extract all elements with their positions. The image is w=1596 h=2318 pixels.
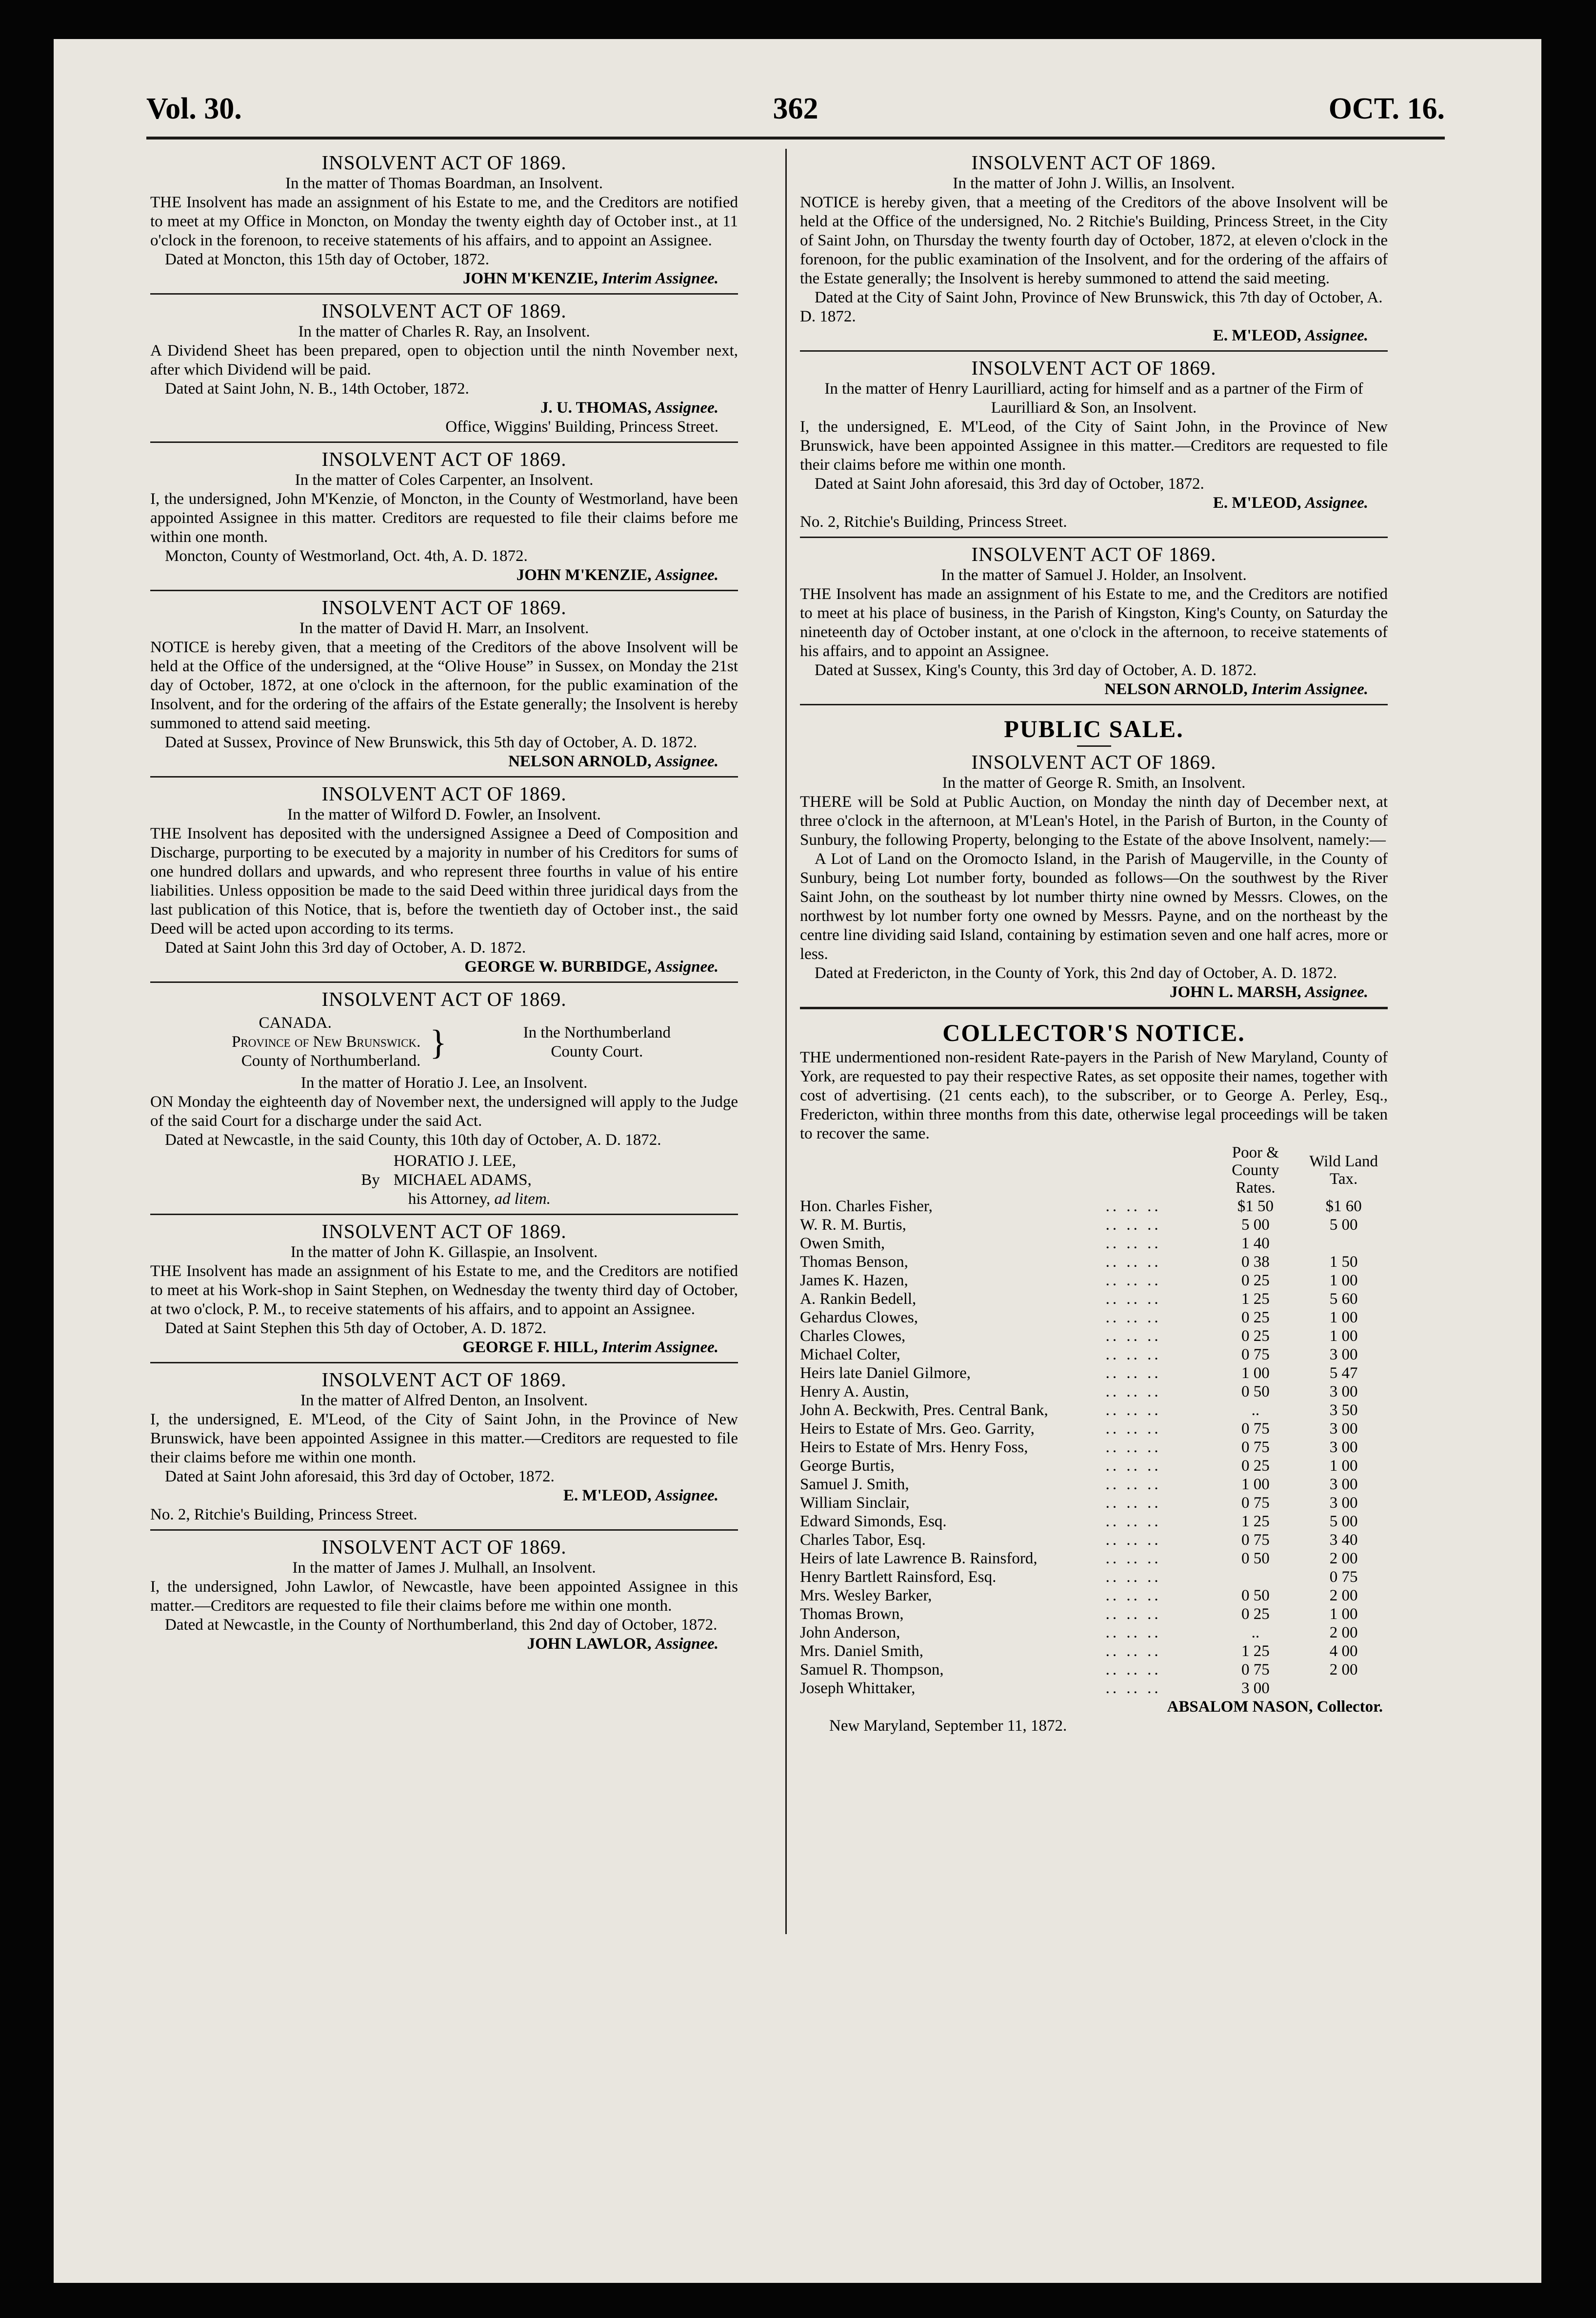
wild-land-tax: 3 00 [1329,1420,1358,1438]
ratepayer-name: Heirs of late Lawrence B. Rainsford, [800,1550,1037,1567]
table-row [800,1382,1388,1401]
table-row [800,1216,1388,1234]
wild-land-tax: 3 00 [1329,1439,1358,1456]
poor-county-rate: 1 00 [1241,1476,1270,1493]
collector-heading: COLLECTOR'S NOTICE. [942,1019,1245,1046]
ratepayer-name: Joseph Whittaker, [800,1679,916,1697]
leader-dots: .. .. .. [1105,1327,1161,1345]
notice-subtitle: In the matter of David H. Marr, an Insolvent. [299,619,589,637]
notice-fowler [150,778,738,983]
poor-county-rate: 0 75 [1241,1439,1270,1456]
leader-dots: .. .. .. [1105,1587,1161,1604]
notice-address: No. 2, Ritchie's Building, Princess Street. [150,1506,418,1523]
wild-land-tax: 2 00 [1329,1550,1358,1567]
notice-body: A Dividend Sheet has been prepared, open to objection until the ninth November next, after which Dividend will be paid. [150,342,738,379]
ratepayer-name: W. R. M. Burtis, [800,1216,906,1234]
notice-title: INSOLVENT ACT OF 1869. [971,151,1217,174]
notice-body: THERE will be Sold at Public Auction, on Monday the ninth day of December next, at three o'clock in the afternoon, at M'Lean's Hotel, in the Parish of Burton, in the County of Sunbury, the following Property, belonging to the Estate of the above Insolvent, namely:— [800,793,1388,849]
page-header [146,92,1445,155]
notice-title: INSOLVENT ACT OF 1869. [321,988,567,1010]
poor-county-rate: 1 25 [1241,1513,1270,1530]
notice-dated: Dated at the City of Saint John, Province of New Brunswick, this 7th day of October, A. D. 1872. [800,289,1383,325]
notice-signature: JOHN L. MARSH, Assignee. [1169,983,1368,1001]
notice-body: I, the undersigned, E. M'Leod, of the City of Saint John, in the Province of New Brunswick, have been appointed Assignee in this matter.—Creditors are requested to file their claims before me within one month. [800,418,1388,474]
ratepayer-name: Samuel J. Smith, [800,1476,909,1493]
notice-title: INSOLVENT ACT OF 1869. [971,357,1217,379]
notice-subtitle: In the matter of James J. Mulhall, an Insolvent. [292,1559,596,1577]
attorney-signature [150,1152,738,1209]
leader-dots: .. .. .. [1105,1290,1161,1308]
wild-land-tax: 3 40 [1329,1531,1358,1549]
table-row [800,1401,1388,1419]
short-rule [1077,745,1111,747]
notice-address: No. 2, Ritchie's Building, Princess Street. [800,513,1067,531]
poor-county-rate: 0 25 [1241,1272,1270,1289]
notice-signature: E. M'LEOD, Assignee. [1213,494,1368,512]
notice-dated: Dated at Fredericton, in the County of York, this 2nd day of October, A. D. 1872. [815,964,1337,982]
leader-dots: .. .. .. [1105,1661,1161,1679]
collector-signature: ABSALOM NASON, Collector. [1167,1698,1383,1716]
wild-land-tax: 5 00 [1329,1216,1358,1234]
notice-subtitle: In the matter of George R. Smith, an Insolvent. [942,774,1246,792]
leader-dots: .. .. .. [1105,1476,1161,1493]
rates-body [800,1197,1388,1698]
notice-title: INSOLVENT ACT OF 1869. [971,543,1217,565]
attorney-name: MICHAEL ADAMS, [393,1171,532,1189]
leader-dots: .. .. .. [1105,1457,1161,1475]
leader-dots: .. .. .. [1105,1216,1161,1234]
notice-signature: JOHN M'KENZIE, Assignee. [516,566,718,584]
notice-address: Office, Wiggins' Building, Princess Street. [445,418,718,436]
leader-dots: .. .. .. [1105,1420,1161,1438]
wild-land-tax: 3 00 [1329,1346,1358,1363]
table-row [800,1308,1388,1327]
wild-land-tax: 2 00 [1329,1661,1358,1679]
poor-county-rate: 3 00 [1241,1679,1270,1697]
notice-lee [150,983,738,1215]
table-row [800,1457,1388,1475]
table-row [800,1234,1388,1253]
notice-dated: Dated at Sussex, Province of New Brunswick, this 5th day of October, A. D. 1872. [165,734,698,751]
leader-dots: .. .. .. [1105,1568,1161,1586]
leader-dots: .. .. .. [1105,1198,1161,1215]
ratepayer-name: A. Rankin Bedell, [800,1290,917,1308]
leader-dots: .. .. .. [1105,1642,1161,1660]
court-name: In the Northumberland [523,1023,671,1041]
notice-title: INSOLVENT ACT OF 1869. [321,596,567,619]
wild-land-tax: 3 00 [1329,1383,1358,1400]
notice-body: ON Monday the eighteenth day of November next, the undersigned will apply to the Judge of the said Court for a discharge under the said Act. [150,1093,738,1130]
table-row [800,1531,1388,1549]
notice-dated: Dated at Saint John aforesaid, this 3rd day of October, 1872. [815,475,1204,493]
wild-land-tax: 1 00 [1329,1272,1358,1289]
notice-subtitle: In the matter of Charles R. Ray, an Insolvent. [298,323,590,340]
table-row [800,1290,1388,1308]
poor-county-rate: 0 75 [1241,1531,1270,1549]
ratepayer-name: Heirs to Estate of Mrs. Henry Foss, [800,1439,1028,1456]
notice-marr [150,591,738,778]
notice-title: INSOLVENT ACT OF 1869. [971,751,1217,773]
table-row [800,1568,1388,1586]
table-row [800,1605,1388,1623]
court-type: County Court. [551,1042,643,1060]
notice-subtitle: In the matter of Alfred Denton, an Insolvent. [300,1392,588,1409]
notice-dated: Dated at Newcastle, in the County of Northumberland, this 2nd day of October, 1872. [165,1616,718,1634]
poor-county-rate: 0 50 [1241,1550,1270,1567]
poor-county-rate: 1 25 [1241,1290,1270,1308]
table-row [800,1419,1388,1438]
notice-dated: Dated at Moncton, this 15th day of October, 1872. [165,251,489,268]
leader-dots: .. .. .. [1105,1439,1161,1456]
notice-dated: Dated at Sussex, King's County, this 3rd day of October, A. D. 1872. [815,661,1257,679]
table-row [800,1197,1388,1216]
wild-land-tax: 0 75 [1329,1568,1358,1586]
property-description: A Lot of Land on the Oromocto Island, in the Parish of Maugerville, in the County of Sunbury, being Lot number forty, bounded as follows—On the southwest by the River Saint John, on the southeast by lot number thirty nine owned by Messrs. Clowes, on the northwest by lot number forty one owned by Messrs. Payne, and on the northeast by the centre line dividing said Island, containing by estimation seven and one half acres, more or less. [800,850,1388,963]
notice-signature: GEORGE F. HILL, Interim Assignee. [462,1339,718,1356]
poor-county-rate: 0 75 [1241,1661,1270,1679]
table-row [800,1660,1388,1679]
ratepayer-name: Samuel R. Thompson, [800,1661,944,1679]
notice-subtitle: In the matter of Henry Laurilliard, acting for himself and as a partner of the Firm of Laurilliard & Son, an Insolvent. [824,380,1363,417]
wild-land-tax: 1 00 [1329,1309,1358,1326]
notice-dated: Moncton, County of Westmorland, Oct. 4th, A. D. 1872. [165,547,528,565]
notice-signature: GEORGE W. BURBIDGE, Assignee. [464,958,718,976]
wild-land-tax: 3 00 [1329,1476,1358,1493]
table-row [800,1327,1388,1345]
ratepayer-name: Mrs. Wesley Barker, [800,1587,932,1604]
header-rule [146,137,1445,140]
notice-subtitle: In the matter of Coles Carpenter, an Insolvent. [295,471,594,489]
notice-signature: E. M'LEOD, Assignee. [563,1487,718,1504]
poor-county-rate: 1 00 [1241,1364,1270,1382]
notice-body: I, the undersigned, John Lawlor, of Newcastle, have been appointed Assignee in this matter.—Creditors are requested to file their claims before me within one month. [150,1578,738,1615]
poor-county-rate: 1 40 [1241,1235,1270,1252]
ratepayer-name: Heirs to Estate of Mrs. Geo. Garrity, [800,1420,1035,1438]
insolvent-name: HORATIO J. LEE, [393,1152,516,1170]
notice-body: NOTICE is hereby given, that a meeting of the Creditors of the above Insolvent will be held at the Office of the undersigned, at the “Olive House” in Sussex, on Monday the 21st day of October, 1872, at one o'clock in the afternoon, for the public examination of the Insolvent, and for the ordering of the affairs of the Estate generally; the Insolvent is hereby summoned to attend said meeting. [150,639,738,732]
collector-body: THE undermentioned non-resident Rate-payers in the Parish of New Maryland, County of York, are requested to pay their respective Rates, as set opposite their names, together with cost of advertising. (21 cents each), to the subscriber, or to George A. Perley, Esq., Fredericton, within three months from this date, otherwise legal proceedings will be taken to recover the same. [800,1049,1388,1142]
ratepayer-name: George Burtis, [800,1457,895,1475]
notice-body: THE Insolvent has made an assignment of his Estate to me, and the Creditors are notified to meet at his place of business, in the Parish of Kingston, King's County, on Saturday the nineteenth day of October instant, at one o'clock in the afternoon, to receive statements of his affairs, and to appoint an Assignee. [800,585,1388,660]
wild-land-tax: 3 00 [1329,1494,1358,1512]
poor-county-rate: 0 75 [1241,1346,1270,1363]
wild-land-tax [1299,1234,1388,1253]
court-county: County of Northumberland. [241,1052,421,1070]
leader-dots: .. .. .. [1105,1272,1161,1289]
poor-county-rate: 0 25 [1241,1327,1270,1345]
column-divider [785,149,787,1934]
ratepayer-name: Owen Smith, [800,1235,885,1252]
brace-icon: } [430,1022,447,1062]
leader-dots: .. .. .. [1105,1624,1161,1641]
rates-table [800,1143,1388,1698]
table-row [800,1271,1388,1290]
notice-mulhall [150,1531,738,1659]
notice-title: INSOLVENT ACT OF 1869. [321,782,567,805]
poor-county-rate: .. [1251,1624,1260,1641]
col-header-rates: Poor & County Rates. [1232,1144,1279,1197]
ratepayer-name: Gehardus Clowes, [800,1309,918,1326]
right-column [800,146,1388,1740]
notice-signature: NELSON ARNOLD, Interim Assignee. [1104,680,1368,698]
leader-dots: .. .. .. [1105,1253,1161,1271]
notice-signature: JOHN M'KENZIE, Interim Assignee. [462,270,718,287]
poor-county-rate: .. [1251,1401,1260,1419]
poor-county-rate: $1 50 [1237,1198,1274,1215]
collectors-notice [800,1007,1388,1740]
notice-dated: Dated at Newcastle, in the said County, this 10th day of October, A. D. 1872. [165,1131,661,1149]
notice-title: INSOLVENT ACT OF 1869. [321,448,567,470]
notice-dated: Dated at Saint Stephen this 5th day of October, A. D. 1872. [165,1319,547,1337]
notice-body: I, the undersigned, John M'Kenzie, of Moncton, in the County of Westmorland, have been appointed Assignee in this matter. Creditors are requested to file their claims before me within one month. [150,490,738,546]
public-sale-notice [800,705,1388,1008]
notice-carpenter [150,443,738,591]
wild-land-tax: 1 00 [1329,1605,1358,1623]
leader-dots: .. .. .. [1105,1513,1161,1530]
poor-county-rate: 0 38 [1241,1253,1270,1271]
ratepayer-name: Mrs. Daniel Smith, [800,1642,923,1660]
notice-subtitle: In the matter of John J. Willis, an Insolvent. [953,175,1235,192]
leader-dots: .. .. .. [1105,1346,1161,1363]
poor-county-rate: 0 50 [1241,1383,1270,1400]
notice-body: I, the undersigned, E. M'Leod, of the City of Saint John, in the Province of New Brunswick, have been appointed Assignee in this matter.—Creditors are requested to file their claims before me within one month. [150,1411,738,1466]
notice-boardman [150,146,738,295]
ratepayer-name: Charles Clowes, [800,1327,906,1345]
notice-title: INSOLVENT ACT OF 1869. [321,1220,567,1242]
notice-gillaspie [150,1215,738,1363]
volume-number: Vol. 30. [146,92,242,125]
table-row [800,1679,1388,1698]
notice-subtitle: In the matter of Horatio J. Lee, an Insolvent. [300,1074,588,1092]
issue-date: OCT. 16. [1328,92,1445,125]
wild-land-tax: 5 47 [1329,1364,1358,1382]
notice-denton [150,1363,738,1531]
poor-county-rate [1211,1568,1299,1586]
notice-body: THE Insolvent has made an assignment of his Estate to me, and the Creditors are notified to meet at my Office in Moncton, on Monday the twenty eighth day of October inst., at 11 o'clock in the forenoon, to receive statements of his affairs, and to appoint an Assignee. [150,194,738,249]
notice-signature: E. M'LEOD, Assignee. [1213,327,1368,344]
notice-body: NOTICE is hereby given, that a meeting of the Creditors of the above Insolvent will be held at the Office of the undersigned, No. 2 Ritchie's Building, Princess Street, in the City of Saint John, on Thursday the twenty fourth day of October, 1872, at eleven o'clock in the forenoon, for the public examination of the Insolvent, and for the ordering of the affairs of the Estate generally; the Insolvent is hereby summoned to attend the said meeting. [800,194,1388,287]
leader-dots: .. .. .. [1105,1309,1161,1326]
by-label: By [361,1171,380,1189]
notice-title: INSOLVENT ACT OF 1869. [321,1368,567,1391]
notice-laurilliard [800,352,1388,538]
table-row [800,1345,1388,1364]
table-row [800,1623,1388,1642]
rates-header [800,1143,1388,1197]
ratepayer-name: Michael Colter, [800,1346,900,1363]
left-column [150,146,738,1659]
wild-land-tax: 1 00 [1329,1327,1358,1345]
table-row [800,1253,1388,1271]
wild-land-tax: 5 00 [1329,1513,1358,1530]
notice-subtitle: In the matter of Wilford D. Fowler, an Insolvent. [287,806,601,823]
wild-land-tax: $1 60 [1325,1198,1362,1215]
leader-dots: .. .. .. [1105,1235,1161,1252]
table-row [800,1642,1388,1660]
leader-dots: .. .. .. [1105,1494,1161,1512]
table-row [800,1364,1388,1382]
leader-dots: .. .. .. [1105,1531,1161,1549]
notice-signature: JOHN LAWLOR, Assignee. [527,1635,718,1653]
notice-dated: Dated at Saint John this 3rd day of October, A. D. 1872. [165,939,526,957]
wild-land-tax: 4 00 [1329,1642,1358,1660]
table-row [800,1549,1388,1568]
leader-dots: .. .. .. [1105,1364,1161,1382]
poor-county-rate: 0 25 [1241,1457,1270,1475]
notice-holder [800,538,1388,705]
leader-dots: .. .. .. [1105,1679,1161,1697]
wild-land-tax: 2 00 [1329,1624,1358,1641]
attorney-role: his Attorney, ad litem. [408,1190,551,1208]
notice-subtitle: In the matter of Samuel J. Holder, an Insolvent. [941,566,1247,584]
ratepayer-name: Edward Simonds, Esq. [800,1513,947,1530]
ratepayer-name: Charles Tabor, Esq. [800,1531,926,1549]
notice-signature: NELSON ARNOLD, Assignee. [508,753,718,770]
table-row [800,1494,1388,1512]
poor-county-rate: 0 25 [1241,1605,1270,1623]
poor-county-rate: 0 25 [1241,1309,1270,1326]
table-row [800,1475,1388,1494]
leader-dots: .. .. .. [1105,1383,1161,1400]
notice-body: THE Insolvent has made an assignment of his Estate to me, and the Creditors are notified to meet at his Work-shop in Saint Stephen, on Wednesday the twenty third day of October, at two o'clock, P. M., to receive statements of his affairs, and to appoint an Assignee. [150,1262,738,1318]
leader-dots: .. .. .. [1105,1550,1161,1567]
poor-county-rate: 5 00 [1241,1216,1270,1234]
notice-dated: Dated at Saint John aforesaid, this 3rd day of October, 1872. [165,1468,555,1485]
ratepayer-name: John Anderson, [800,1624,900,1641]
notice-signature: J. U. THOMAS, Assignee. [540,399,718,417]
notice-subtitle: In the matter of Thomas Boardman, an Insolvent. [285,175,603,192]
ratepayer-name: Henry A. Austin, [800,1383,909,1400]
wild-land-tax: 2 00 [1329,1587,1358,1604]
ratepayer-name: John A. Beckwith, Pres. Central Bank, [800,1401,1048,1419]
wild-land-tax: 1 00 [1329,1457,1358,1475]
notice-dated: Dated at Saint John, N. B., 14th October, 1872. [165,380,469,398]
notice-body: THE Insolvent has deposited with the undersigned Assignee a Deed of Composition and Discharge, purporting to be executed by a majority in number of his Creditors for sums of one hundred dollars and upwards, and who represent three fourths in value of his entire liabilities. Unless opposition be made to the said Deed within three juridical days from the last publication of this Notice, that is, before the twentieth day of October inst., the said Deed will be acted upon according to its terms. [150,825,738,938]
wild-land-tax: 5 60 [1329,1290,1358,1308]
table-row [800,1438,1388,1457]
ratepayer-name: William Sinclair, [800,1494,910,1512]
poor-county-rate: 0 75 [1241,1420,1270,1438]
notice-subtitle: In the matter of John K. Gillaspie, an Insolvent. [290,1243,598,1261]
court-province: Province of New Brunswick. [232,1033,421,1051]
notice-willis [800,146,1388,352]
court-heading [150,1014,738,1071]
notice-title: INSOLVENT ACT OF 1869. [321,151,567,174]
ratepayer-name: Heirs late Daniel Gilmore, [800,1364,971,1382]
notice-title: INSOLVENT ACT OF 1869. [321,300,567,322]
table-row [800,1512,1388,1531]
public-sale-heading: PUBLIC SALE. [1004,715,1184,742]
ratepayer-name: Henry Bartlett Rainsford, Esq. [800,1568,997,1586]
poor-county-rate: 0 75 [1241,1494,1270,1512]
ratepayer-name: James K. Hazen, [800,1272,908,1289]
wild-land-tax [1299,1679,1388,1698]
col-header-tax: Wild Land Tax. [1309,1153,1378,1188]
leader-dots: .. .. .. [1105,1401,1161,1419]
wild-land-tax: 1 50 [1329,1253,1358,1271]
ratepayer-name: Thomas Benson, [800,1253,908,1271]
court-country: CANADA. [259,1014,332,1032]
ratepayer-name: Thomas Brown, [800,1605,904,1623]
ratepayer-name: Hon. Charles Fisher, [800,1198,933,1215]
wild-land-tax: 3 50 [1329,1401,1358,1419]
collector-place-date: New Maryland, September 11, 1872. [829,1717,1067,1735]
table-row [800,1586,1388,1605]
leader-dots: .. .. .. [1105,1605,1161,1623]
notice-title: INSOLVENT ACT OF 1869. [321,1536,567,1558]
notice-ray [150,295,738,443]
poor-county-rate: 0 50 [1241,1587,1270,1604]
page-number: 362 [773,92,818,125]
poor-county-rate: 1 25 [1241,1642,1270,1660]
